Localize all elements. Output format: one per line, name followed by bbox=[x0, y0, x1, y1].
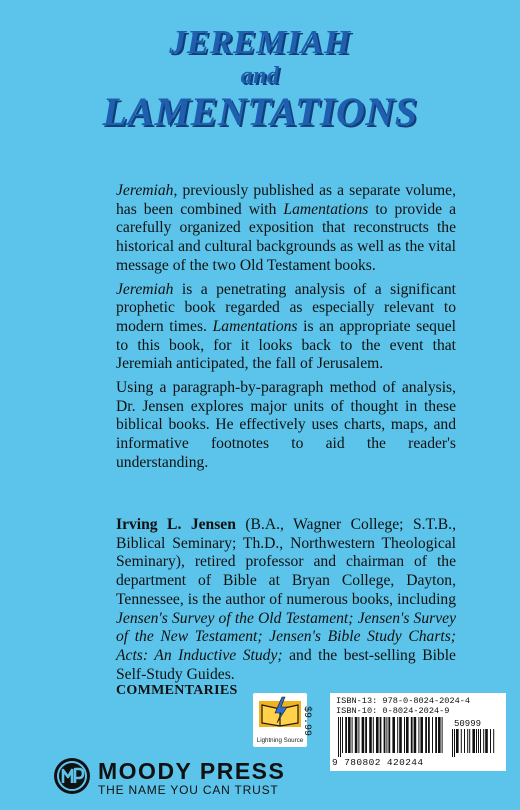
barcode-bar bbox=[480, 729, 481, 753]
barcode-bar bbox=[369, 717, 372, 753]
barcode-bar bbox=[406, 717, 409, 753]
barcode-bar bbox=[493, 729, 494, 753]
text-run: , previously published as a separate volume, has been combined with bbox=[116, 182, 456, 218]
publisher-name: MOODY PRESS bbox=[98, 758, 286, 784]
text-run: is an appropriate sequel to this book, for it looks back to the event that Jeremiah anticipated, the fall of Jerusalem. bbox=[116, 317, 456, 373]
description-paragraph-3 bbox=[116, 379, 456, 473]
barcode-bar bbox=[352, 717, 353, 753]
barcode-bar bbox=[340, 717, 341, 757]
barcode-bar bbox=[432, 717, 433, 753]
author-bio bbox=[116, 516, 456, 684]
isbn-barcode bbox=[330, 693, 506, 771]
title-line-2: and bbox=[240, 63, 280, 89]
publisher-tagline: THE NAME YOU CAN TRUST bbox=[98, 783, 279, 797]
description-paragraph-2 bbox=[116, 281, 456, 375]
barcode-bar bbox=[404, 717, 405, 753]
title-line-3: LAMENTATIONS bbox=[102, 89, 418, 134]
barcode-number: 9 780802 420244 bbox=[332, 757, 424, 768]
isbn-10: ISBN-10: 0-8024-2024-9 bbox=[336, 706, 450, 716]
barcode-bars bbox=[338, 717, 448, 757]
barcode-bar bbox=[380, 717, 382, 753]
text-run: Jensen's Survey of the Old Testament; Jensen's Survey of the New Testament; Jensen's Bible Study Charts; Acts: An Inductive Study; bbox=[116, 609, 456, 664]
barcode-bar bbox=[345, 717, 347, 753]
barcode-bar bbox=[418, 717, 419, 753]
barcode-bar bbox=[373, 717, 374, 753]
barcode-bar bbox=[362, 717, 365, 753]
barcode-bar bbox=[428, 717, 430, 753]
isbn-13: ISBN-13: 978-0-8024-2024-4 bbox=[336, 696, 471, 706]
barcode-bar bbox=[461, 729, 462, 753]
barcode-bar bbox=[376, 717, 379, 753]
barcode-bar bbox=[478, 729, 479, 753]
barcode-bar bbox=[392, 717, 395, 753]
text-run: and the best-selling Bible Self-Study Guides. bbox=[116, 646, 456, 683]
text-run: (B.A., Wagner College; S.T.B., Biblical Seminary; Th.D., Northwestern Theological Seminary), retired professor and chairman of the department of Bible at Bryan College, Dayton, Tennessee, is the author of numerous books, including bbox=[116, 516, 456, 608]
category-label: COMMENTARIES bbox=[116, 683, 238, 698]
barcode-bar bbox=[442, 717, 443, 753]
barcode-bar bbox=[386, 717, 387, 753]
book-title bbox=[0, 26, 520, 132]
text-run: Using a paragraph-by-paragraph method of analysis, Dr. Jensen explores major units of thought in these biblical books. He effectively uses charts, maps, and informative footnotes to aid the reader's understanding. bbox=[116, 379, 456, 471]
title-line-1: JEREMIAH bbox=[169, 24, 351, 61]
barcode-bar bbox=[425, 717, 427, 753]
barcode-bar bbox=[467, 729, 468, 753]
barcode-bar bbox=[414, 717, 417, 753]
barcode-bar bbox=[438, 717, 441, 753]
barcode-bar bbox=[348, 717, 351, 753]
lightning-source-logo bbox=[253, 693, 307, 747]
barcode-bar bbox=[452, 729, 453, 757]
text-run: is a penetrating analysis of a significant prophetic book regarded as especially relevant to modern times. bbox=[116, 280, 456, 335]
description-paragraph-1 bbox=[116, 182, 456, 276]
barcode-bar bbox=[342, 717, 343, 753]
barcode-bar bbox=[472, 729, 475, 753]
moody-press-icon bbox=[52, 756, 92, 796]
text-run: to provide a carefully organized exposition that reconstructs the historical and cultural backgrounds as well as the vital message of the two Old Testament books. bbox=[116, 200, 456, 274]
barcode-bar bbox=[483, 729, 484, 753]
barcode-bar bbox=[397, 717, 398, 753]
book-description bbox=[116, 182, 456, 478]
barcode-bar bbox=[365, 717, 367, 753]
barcode-bar bbox=[358, 717, 359, 753]
barcode-bar bbox=[411, 717, 413, 753]
barcode-bar bbox=[469, 729, 470, 753]
text-run: Irving L. Jensen bbox=[116, 516, 236, 533]
barcode-bar bbox=[464, 729, 465, 753]
barcode-bar bbox=[384, 717, 386, 753]
barcode-bar bbox=[435, 717, 437, 753]
barcode-bar bbox=[338, 717, 339, 757]
lightning-source-label: Lightning Source bbox=[256, 737, 304, 744]
book-lightning-icon bbox=[253, 693, 307, 737]
barcode-bar bbox=[355, 717, 358, 753]
text-run: Lamentations bbox=[212, 317, 298, 335]
text-run: Lamentations bbox=[283, 200, 369, 218]
supplement-bars bbox=[452, 729, 500, 759]
text-run: Jeremiah bbox=[116, 182, 174, 199]
barcode-bar bbox=[490, 729, 491, 753]
barcode-bar bbox=[399, 717, 402, 753]
barcode-bar bbox=[420, 717, 423, 753]
barcode-bar bbox=[388, 717, 390, 753]
barcode-bar bbox=[476, 729, 477, 753]
text-run: Jeremiah bbox=[116, 280, 174, 298]
barcode-bar bbox=[456, 729, 459, 753]
price-label: $9.99 bbox=[301, 706, 312, 737]
barcode-bar bbox=[485, 729, 488, 753]
barcode-bar bbox=[454, 729, 455, 757]
supplement-code: 50999 bbox=[454, 719, 482, 729]
